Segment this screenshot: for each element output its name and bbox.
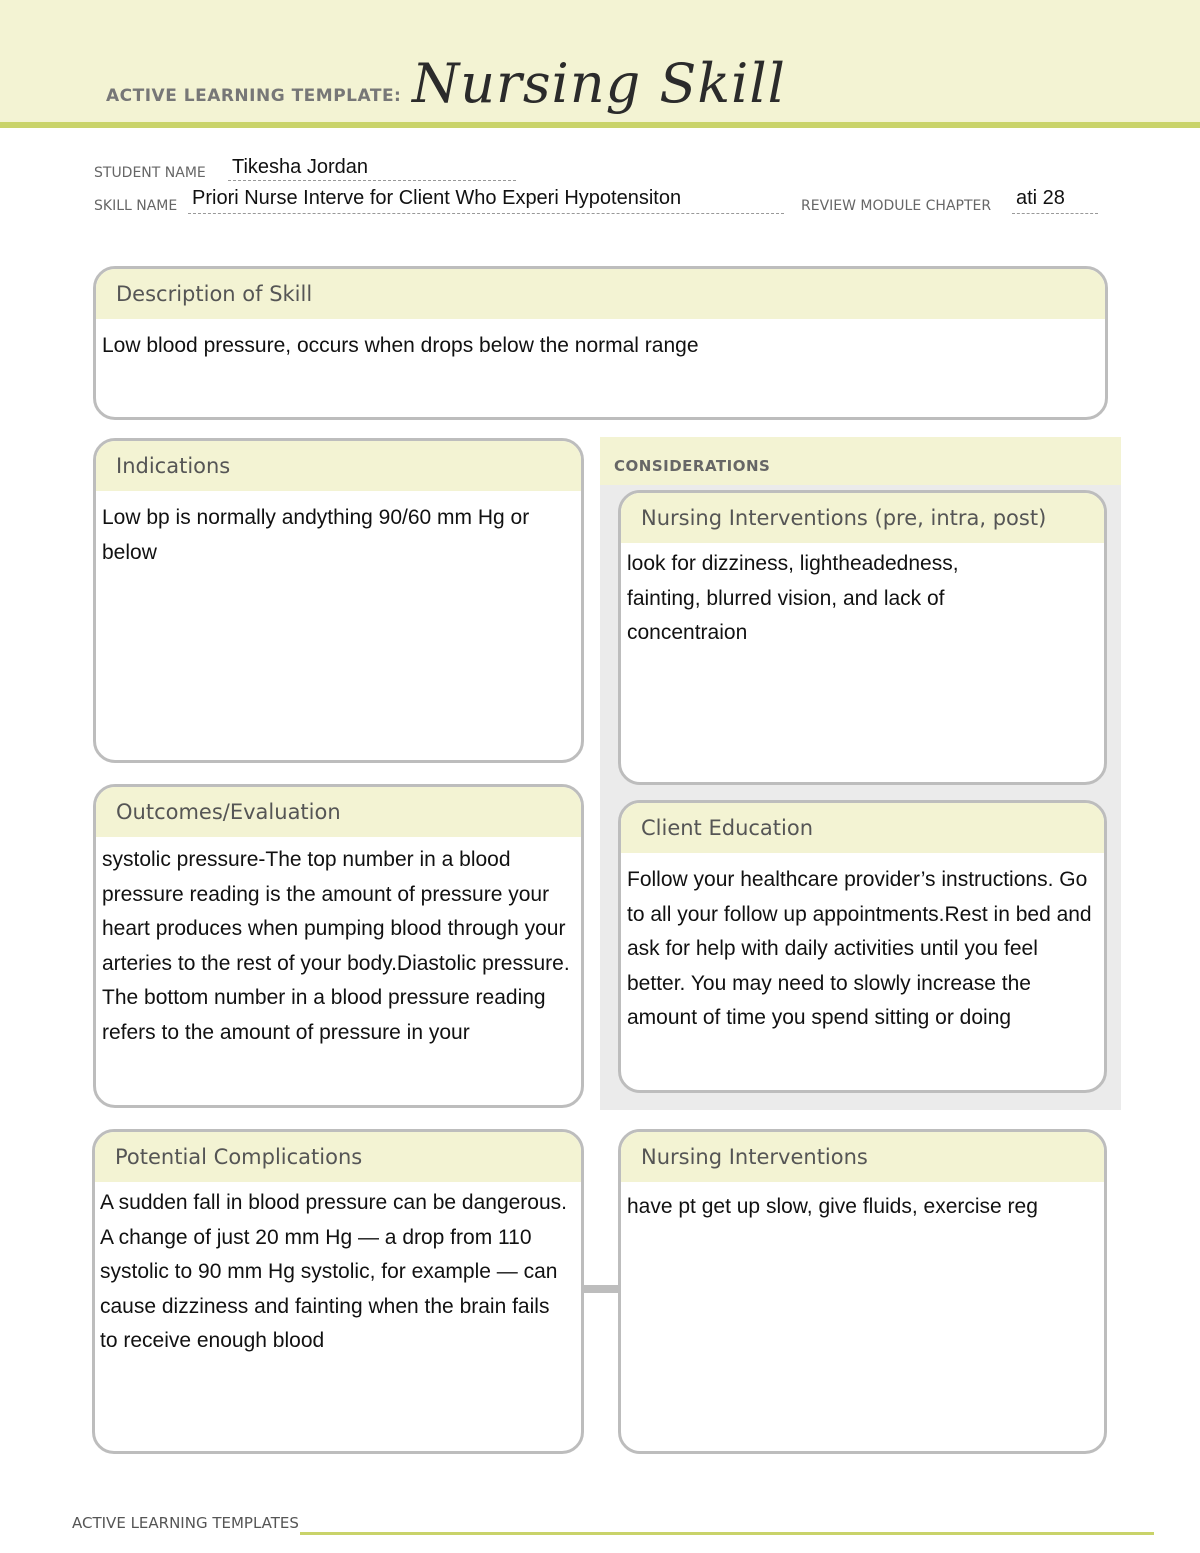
- footer-rule: [300, 1532, 1154, 1535]
- template-label: ACTIVE LEARNING TEMPLATE:: [106, 86, 402, 106]
- nursing-interventions-text[interactable]: have pt get up slow, give fluids, exercise reg: [627, 1195, 1038, 1218]
- footer-label: ACTIVE LEARNING TEMPLATES: [72, 1514, 299, 1532]
- student-name-line: [228, 180, 516, 181]
- description-text[interactable]: Low blood pressure, occurs when drops below the normal range: [102, 334, 699, 357]
- complications-text[interactable]: A sudden fall in blood pressure can be dangerous. A change of just 20 mm Hg — a drop from 110 systolic to 90 mm Hg systolic, for example — can cause dizziness and fainting when the brain fails to receive enough blood: [100, 1191, 567, 1352]
- client-education-text[interactable]: Follow your healthcare provider’s instructions. Go to all your follow up appointments.Rest in bed and ask for help with daily activities until you feel better. You may need to slowly increase the amount of time you spend sitting or doing: [627, 868, 1092, 1029]
- indications-box: [93, 438, 584, 763]
- nursing-interventions-ppi-text[interactable]: look for dizziness, lightheadedness, fainting, blurred vision, and lack of concentraion: [627, 552, 959, 644]
- review-module-label: REVIEW MODULE CHAPTER: [801, 198, 992, 214]
- considerations-label: CONSIDERATIONS: [614, 457, 771, 475]
- review-module-line: [1012, 213, 1098, 214]
- review-module-field[interactable]: ati 28: [1016, 187, 1065, 209]
- nursing-interventions-heading: Nursing Interventions: [621, 1132, 1104, 1182]
- outcomes-text[interactable]: systolic pressure-The top number in a blood pressure reading is the amount of pressure your heart produces when pumping blood through your arteries to the rest of your body.Diastolic pressure. The bottom number in a blood pressure reading refers to the amount of pressure in your: [102, 848, 570, 1044]
- nursing-interventions-ppi-heading: Nursing Interventions (pre, intra, post): [621, 493, 1104, 543]
- page-title: Nursing Skill: [412, 52, 786, 115]
- indications-text[interactable]: Low bp is normally andything 90/60 mm Hg or below: [102, 506, 530, 564]
- nursing-interventions-ppi-box: [618, 490, 1107, 785]
- description-box: [93, 266, 1108, 420]
- skill-name-field[interactable]: Priori Nurse Interve for Client Who Experi Hypotensiton: [192, 187, 682, 209]
- client-education-heading: Client Education: [621, 803, 1104, 853]
- skill-name-label: SKILL NAME: [94, 198, 178, 214]
- complications-box: [92, 1129, 584, 1454]
- client-education-box: [618, 800, 1107, 1093]
- student-name-field[interactable]: Tikesha Jordan: [232, 156, 368, 178]
- indications-heading: Indications: [96, 441, 581, 491]
- outcomes-box: [93, 784, 584, 1108]
- nursing-interventions-box: [618, 1129, 1107, 1454]
- student-name-label: STUDENT NAME: [94, 165, 206, 181]
- description-heading: Description of Skill: [96, 269, 1105, 319]
- header-rule: [0, 122, 1200, 128]
- outcomes-heading: Outcomes/Evaluation: [96, 787, 581, 837]
- skill-name-line: [188, 213, 784, 214]
- complications-heading: Potential Complications: [95, 1132, 581, 1182]
- box-connector: [582, 1285, 622, 1293]
